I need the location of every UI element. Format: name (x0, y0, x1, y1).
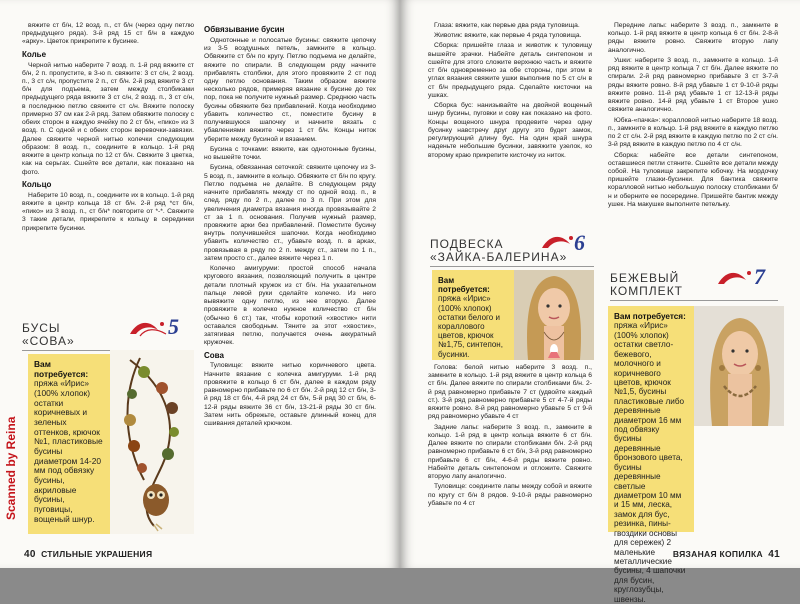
page-number: 41 (768, 549, 780, 560)
divider (430, 266, 594, 267)
left-page (0, 0, 400, 568)
heading-koltso: Кольцо (22, 179, 52, 189)
heading-sova: Сова (204, 350, 224, 360)
section-number: 6 (574, 230, 585, 255)
page-number: 40 (24, 549, 36, 560)
heading-kolye: Колье (22, 49, 47, 59)
right-page (400, 0, 800, 604)
section-title-sova (22, 322, 75, 348)
folio-title: ВЯЗАНАЯ КОПИЛКА (672, 549, 763, 559)
section-title-bezh (610, 272, 683, 298)
title-line: «ЗАЙКА-БАЛЕРИНА» (430, 250, 568, 265)
paragraph: Черной нитью наберите 7 возд. п. 1-й ряд вяжите ст б/н, 2 п. пропустите, в 3-ю п. свяжите: 3 ст с/н, 2 возд. п., 3 ст с/н, пропустите 2 п., ст б/н. 2-й ряд вяжите 3 ст б/н для подъема, затем между столбиками предыдущего ряда вяжите 3 ст с/н, 2 возд. п., 3 ст с/н, в последнюю петлю свяжите ст с/н. Вяжите полоску примерно 37 см как 2-й ряд. Затем обвяжите полоску с обеих сторон в каждую ячейку по 2 ст б/н, «пико» из 3 возд. п. С одной и с обеих сторон веревочки-завязки. Далее свяжите черной нитью колечки следующим образом: 8 возд. п., соедините в кольцо. 1-й ряд вяжите в центр кольца по 12 ст б/н. Свяжите 3 цветка, как на серьгах. Сшейте все детали, как показано на фото. (22, 61, 194, 176)
paragraph: Животик: вяжите, как первые 4 ряда туловища. (434, 32, 582, 40)
paragraph: Бусина, обвязанная сеточкой: свяжите цепочку из 3-5 возд. п., замкните в кольцо. Обвяжите ст б/н по кругу. Петлю подъема не делайте. В следующем ряду начните прибавлять между ст по одной возд. п., в след. ряду по 2 п., далее по 3 п. При этом для увеличения диаметра вязания иногда провязывайте 2 ст за 1 п. основания. Получив нужный размер, провяжите арки без прибавлений. Поместите бусину внутрь получившейся шапочки. Когда необходимо убавить количество ст., убавьте возд. п. в арках, провязывая в ряду по 2 п. между ст., затем по 1 п., затем просто ст., далее вяжите через 1 п. (204, 164, 376, 262)
materials-box (608, 306, 694, 604)
paragraph: Бусина с точками: вяжите, как однотонные бусины, но вышейте точки. (204, 145, 376, 162)
paragraph: Сборка: набейте все детали синтепоном, оставшиеся петли стяните. Сшейте все детали между собой. На туловище закрепите юбочку. На мордочку пришейте глазки-бусинки. Для бантика свяжите коралловой нитью небольшую полоску столбиками б/н и оберните ее посередине. Пришейте бантик между ушек. На макушке выполните петельку. (608, 151, 778, 208)
right-column-1b (428, 364, 592, 510)
title-line: БУСЫ (22, 321, 61, 335)
paragraph: Глаза: вяжите, как первые два ряда туловища. (434, 22, 580, 29)
paragraph: Колечко амигуруми: простой способ начала кругового вязания, позволяющий получить в центре детали плотный кружок из ст б/н. На указательном пальце левой руки сделайте колечко. Из него вывяжите одну петлю, из нее вторую. Далее провяжите в колечко нужное количество ст б/н (обычно 6 ст.) так, чтобы короткий «хвостик» нити оставался свободным. Тяните за этот «хвостик», затягивая петлю, получается очень аккуратный кружочек. (204, 265, 376, 347)
paragraph: Наберите 10 возд. п., соедините их в кольцо. 1-й ряд вяжите в центр кольца 18 ст б/н. 2-й ряд *ст б/н, «пико» из 3 возд. п., ст б/н* повторите от *-*. Свяжите 3 такие детали, прикрепите к кольцу в серединки прикрепите бусинки. (22, 191, 194, 232)
heading-obvyazyvanie: Обвязывание бусин (204, 25, 285, 34)
materials-text: пряжа «Ирис» (100% хлопок) остатки белого и кораллового цветов, крючок №1,75, синтепон, бусинки. (438, 294, 503, 359)
paragraph: Однотонные и полосатые бусины: свяжите цепочку из 3-5 воздушных петель, замкните в кольцо. Обвяжите ст б/н по кругу. Петлю подъема не делайте, вяжите по спирали. В следующем ряду начните прибавлять столбики, для этого провяжите 2 ст под одну петлю основания. Таким образом вяжите несколько рядов, примеряя вязание к бусине до тех пор, пока не получите нужный размер. Среднюю часть бусины обвяжите без прибавлений. Когда необходимо убавить количество ст., поместите бусину в получившуюся шапочку и начните вязать с убавлениями вяжите через 1 ст б/н. Концы ниток уберите между бусиной и вязанием. (204, 36, 376, 143)
right-column-1 (428, 22, 592, 162)
scanned-watermark (4, 350, 20, 520)
paragraph: Ушки: наберите 3 возд. п., замкните в кольцо. 1-й ряд вяжите в центр кольца 7 ст б/н. Далее вяжите по спирали. 2-й ряд равномерно прибавьте 3 ст 3-7-й ряды вяжите ровно. 8-й ряд убавьте 1 ст 9-10-й ряды вяжите ровно. 11-й ряд убавьте 1 ст 12-13-й ряды вяжите ровно. 14-й ряд убавьте 1 ст Второе ушко свяжите аналогично. (608, 56, 778, 114)
right-column-2 (608, 22, 778, 211)
title-line: ПОДВЕСКА (430, 237, 504, 251)
materials-label: Вам потребуется: (34, 359, 89, 379)
paragraph: Туловище: вяжите нитью коричневого цвета. Начните вязание с колечка амигуруми. 1-й ряд провяжите в кольцо 6 ст б/н, далее в каждом ряду равномерно прибавьте по 6 ст б/н. 2-й ряд 12 ст б/н, 3-й ряд 18 ст б/н, 4-й ряд 24 ст б/н, 5-й ряд 30 ст б/н, 6-12-й ряды вяжите 36 ст б/н, 13-21-й ряды 30 ст б/н. Затем нить обрежьте, оставьте длинный конец для сшивания деталей крючком. (204, 362, 376, 427)
model-photo (694, 306, 784, 426)
materials-box (432, 270, 514, 360)
paragraph: Юбка-«пачка»: коралловой нитью наберите 18 возд. п., замкните в кольцо. 1-й ряд вяжите в каждую петлю по 2 ст с/н. 2-й ряд вяжите в каждую петлю по 2 ст с/н. 3-й ряд вяжите в каждую петлю по 4 ст с/н. (608, 116, 778, 149)
left-column-2 (204, 22, 376, 430)
left-column-1 (22, 22, 194, 235)
necklace-photo (110, 350, 194, 534)
folio-title: СТИЛЬНЫЕ УКРАШЕНИЯ (41, 549, 153, 559)
divider (610, 300, 778, 301)
paragraph: Сборка: пришейте глаза и животик к туловищу вышейте зрачки. Набейте деталь синтепоном и сшейте для этого сложите верхнюю часть и вяжите ст б/н одновременно за обе стороны, при этом в углах вязания свяжите ушки выполнив по 5 ст с/н в ст б/н предыдущего ряда. Сделайте кисточки на ушках. (428, 42, 592, 99)
materials-label: Вам потребуется: (438, 276, 490, 295)
ornament-icon (540, 232, 576, 254)
materials-text: пряжа «Ирис» (100% хлопок) остатки коричневых и зеленых оттенков, крючок №1, пластиковые бусины диаметром 14-20 мм под обвязку бусины, акриловые бусины, пуговицы, вощеный шнур. (34, 378, 103, 524)
ornament-icon (128, 316, 170, 340)
section-number: 5 (168, 314, 179, 339)
folio-right (673, 549, 780, 560)
watermark-text: Scanned by Reina (4, 416, 18, 520)
folio-left (24, 549, 152, 560)
pendant-photo (514, 270, 594, 360)
paragraph: Задние лапы: наберите 3 возд. п., замкните в кольцо. 1-й ряд в центр кольца вяжите 6 ст б/н. Далее вяжите по спирали столбиками б/н. 2-й ряд равномерно прибавьте 6 ст б/н, 3-й ряд равномерно прибавьте 6 ст б/н, 4-6-й ряды вяжите ровно. Набейте деталь синтепоном и отложите. Свяжите вторую лапу аналогично. (428, 423, 592, 481)
section-number: 7 (754, 264, 765, 289)
materials-text: пряжа «Ирис» (100% хлопок) остатки светло-бежевого, молочного и коричневого цветов, крючок №1,5, бусины пластиковые либо деревянные диаметром 16 мм под обвязку бусины деревянные бронзового цвета, бусины деревянные светлые диаметром 10 мм и 15 мм, леска, замок для бус, резинка, пины-гвоздики основы для сережек) 2 маленькие металлические бусины, 4 шапочки для бусин, круглозубцы, швензы. (614, 321, 686, 604)
paragraph: Туловище: соедините лапы между собой и вяжите по кругу ст б/н 8 рядов. 9-10-й ряды равномерно убавьте по 4 ст (428, 483, 592, 507)
materials-box (28, 354, 110, 534)
paragraph: Сборка бус: нанизывайте на двойной вощеный шнур бусины, пуговки и сову как показано на фото. Концы вощеного шнура продевите через одну бусинку навстречу друг другу это будет замок, регулирующий длину бус. На один край шнура наденьте небольшие бусинки, завяжите узелок, ко второму краю прикрепите кисточку из ниток. (428, 102, 592, 159)
title-line: «СОВА» (22, 334, 75, 349)
title-line: БЕЖЕВЫЙ (610, 271, 680, 285)
paragraph: вяжите ст б/н, 12 возд. п., ст б/н (через одну петлю предыдущего ряда). 3-й ряд 15 ст б/н в каждую «арку». Цветок прикрепите к бусинке. (22, 22, 194, 46)
ornament-icon (716, 266, 754, 290)
paragraph: Голова: белой нитью наберите 3 возд. п., замкните в кольцо. 1-й ряд вяжите в центр кольца 6 ст б/н. Далее вяжите по спирали столбиками б/н. 2-й ряд равномерно прибавьте 7 ст (удвойте каждый ст.). 3-й ряд равномерно прибавьте 5 ст 4-7-й ряды вяжите ровно. 8-й ряд равномерно убавьте 5 ст 9-й ряд равномерно убавьте 4 ст (428, 364, 592, 421)
title-line: КОМПЛЕКТ (610, 284, 684, 299)
paragraph: Передние лапы: наберите 3 возд. п., замкните в кольцо. 1-й ряд вяжите в центр кольца 6 ст б/н. 2-8-й ряды вяжите ровно. Свяжите вторую лапу аналогично. (608, 22, 778, 54)
materials-label: Вам потребуется: (614, 312, 686, 321)
